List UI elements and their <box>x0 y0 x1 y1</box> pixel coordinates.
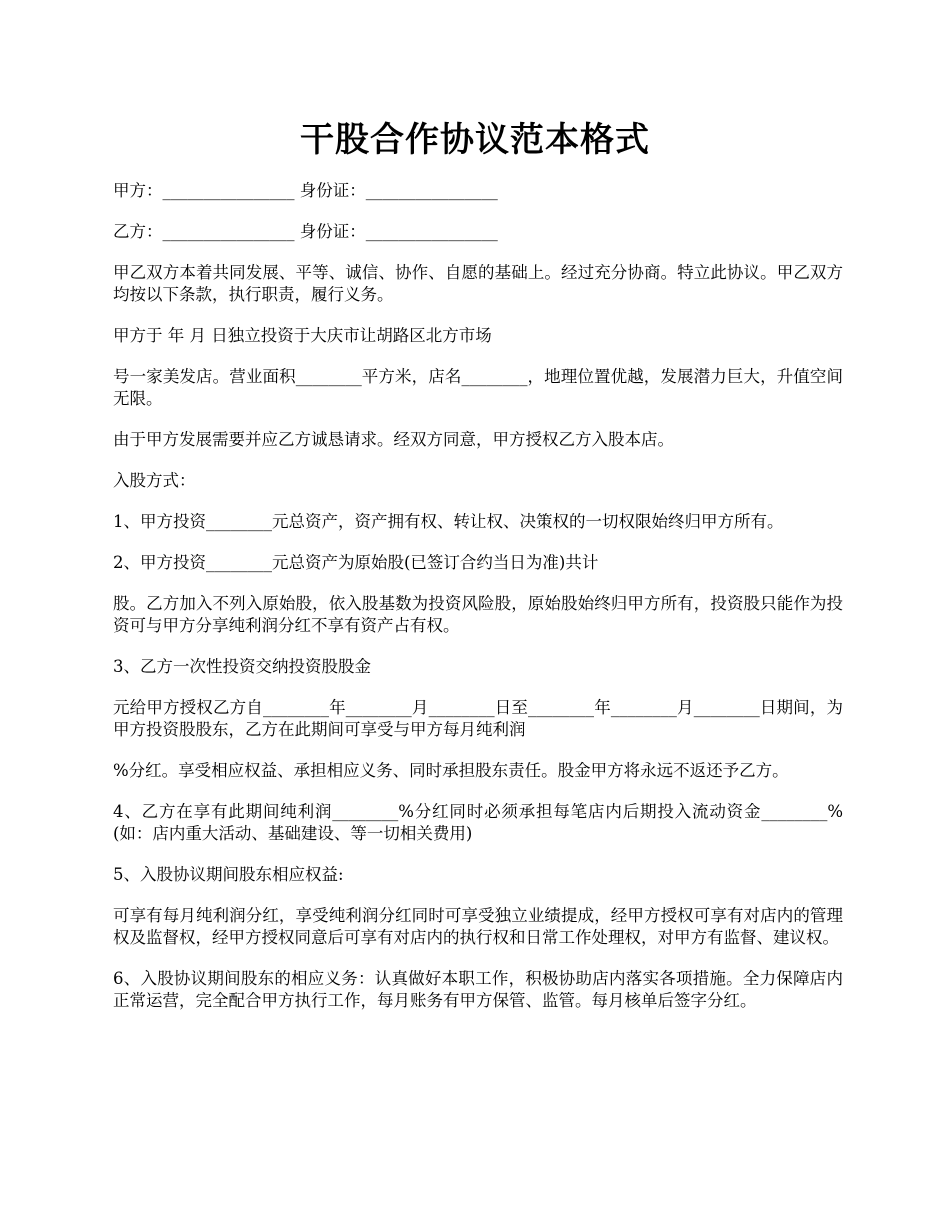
investment-location-paragraph: 甲方于 年 月 日独立投资于大庆市让胡路区北方市场 <box>113 326 492 345</box>
document-title: 干股合作协议范本格式 <box>300 120 650 160</box>
clause-2-continued: 股。乙方加入不列入原始股，依入股基数为投资风险股，原始股始终归甲方所有，投资股只能作为投资可与甲方分享纯利润分红不享有资产占有权。 <box>113 594 843 635</box>
clause-3: 3、乙方一次性投资交纳投资股股金 <box>113 657 371 676</box>
clause-2: 2、甲方投资________元总资产为原始股(已签订合约当日为准)共计 <box>113 553 599 572</box>
party-b-line: 乙方：________________ 身份证：________________ <box>113 222 498 241</box>
clause-6: 6、入股协议期间股东的相应义务：认真做好本职工作，积极协助店内落实各项措施。全力保障店内正常运营，完全配合甲方执行工作，每月账务有甲方保管、监管。每月核单后签字分红。 <box>113 969 843 1010</box>
clause-5-heading: 5、入股协议期间股东相应权益: <box>113 865 344 884</box>
clause-4: 4、乙方在享有此期间纯利润________%分红同时必须承担每笔店内后期投入流动资金________%(如：店内重大活动、基础建设、等一切相关费用) <box>113 802 843 843</box>
authorization-paragraph: 由于甲方发展需要并应乙方诚恳请求。经双方同意，甲方授权乙方入股本店。 <box>113 430 674 449</box>
party-a-line: 甲方：________________ 身份证：________________ <box>113 181 498 200</box>
store-description-paragraph: 号一家美发店。营业面积________平方米，店名________，地理位置优越，发展潜力巨大，升值空间无限。 <box>113 367 843 408</box>
preamble-paragraph: 甲乙双方本着共同发展、平等、诚信、协作、自愿的基础上。经过充分协商。特立此协议。甲乙双方均按以下条款，执行职责，履行义务。 <box>113 263 843 304</box>
clause-3-period: 元给甲方授权乙方自________年________月________日至________年________月________日期间，为甲方投资股股东，乙方在此期间可享受与甲方每月纯利润 <box>113 698 843 739</box>
equity-method-heading: 入股方式： <box>113 471 196 490</box>
clause-1: 1、甲方投资________元总资产，资产拥有权、转让权、决策权的一切权限始终归甲方所有。 <box>113 512 784 531</box>
document-body <box>113 180 843 1031</box>
clause-3-dividend: %分红。享受相应权益、承担相应义务、同时承担股东责任。股金甲方将永远不返还予乙方。 <box>113 761 789 780</box>
clause-5-rights: 可享有每月纯利润分红，享受纯利润分红同时可享受独立业绩提成，经甲方授权可享有对店内的管理权及监督权，经甲方授权同意后可享有对店内的执行权和日常工作处理权，对甲方有监督、建议权。 <box>113 906 843 947</box>
